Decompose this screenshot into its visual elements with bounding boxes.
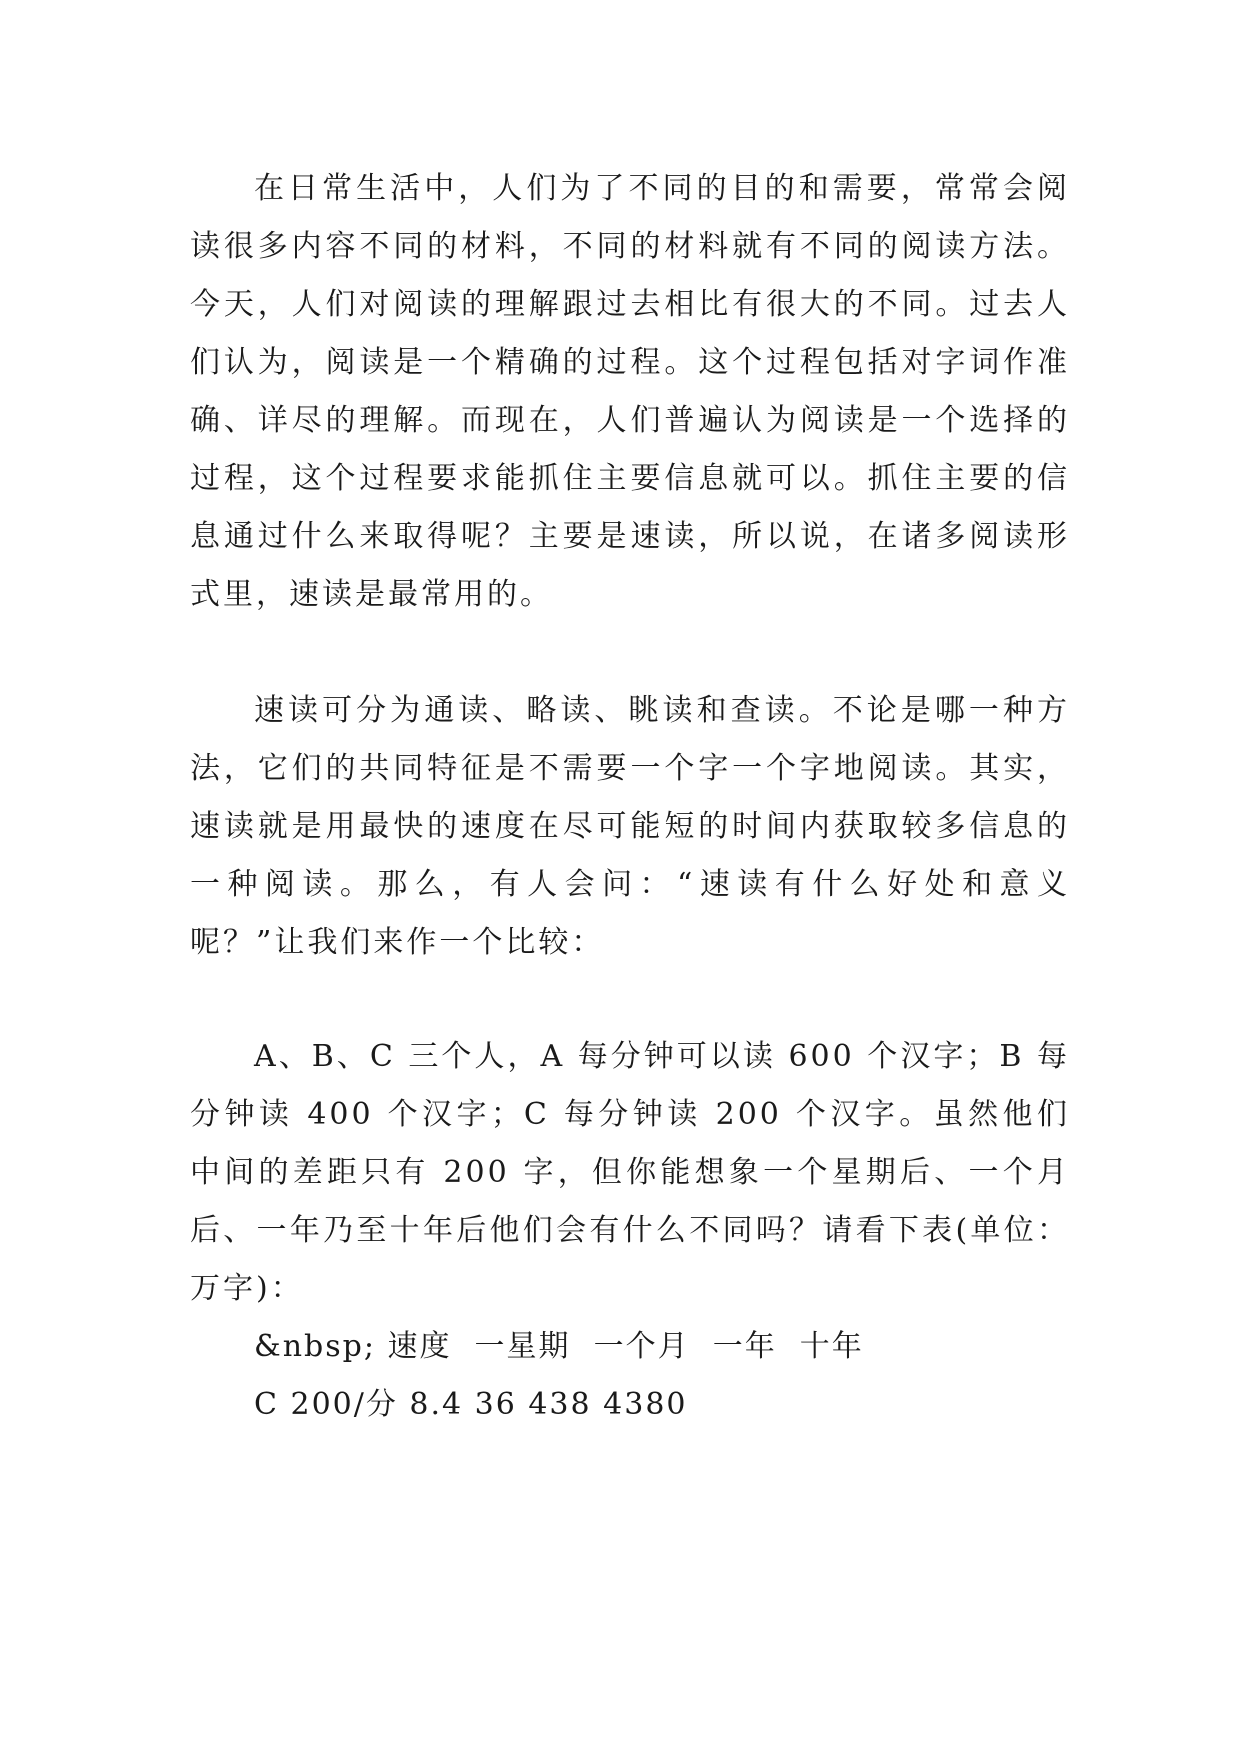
table-header-line: &nbsp; 速度 一星期 一个月 一年 十年	[254, 1329, 864, 1364]
paragraph-speed-reading: 速读可分为通读、略读、眺读和查读。不论是哪一种方法，它们的共同特征是不需要一个字一个字地阅读。其实，速读就是用最快的速度在尽可能短的时间内获取较多信息的一种阅读。那么，有人会问：“速读有什么好处和意义呢？”让我们来作一个比较：	[190, 693, 1070, 960]
paragraph-reading-methods: 在日常生活中，人们为了不同的目的和需要，常常会阅读很多内容不同的材料，不同的材料就有不同的阅读方法。今天，人们对阅读的理解跟过去相比有很大的不同。过去人们认为，阅读是一个精确的过程。这个过程包括对字词作准确、详尽的理解。而现在，人们普遍认为阅读是一个选择的过程，这个过程要求能抓住主要信息就可以。抓住主要的信息通过什么来取得呢？主要是速读，所以说，在诸多阅读形式里，速读是最常用的。	[190, 171, 1070, 612]
table-row-c: C 200/分 8.4 36 438 4380	[254, 1387, 688, 1422]
paragraph-comparison: A、B、C 三个人，A 每分钟可以读 600 个汉字；B 每分钟读 400 个汉字；C 每分钟读 200 个汉字。虽然他们中间的差距只有 200 字，但你能想象一个星期后、一个月后、一年乃至十年后他们会有什么不同吗？请看下表(单位：万字)：	[190, 1039, 1070, 1306]
document-body	[190, 160, 1070, 1434]
